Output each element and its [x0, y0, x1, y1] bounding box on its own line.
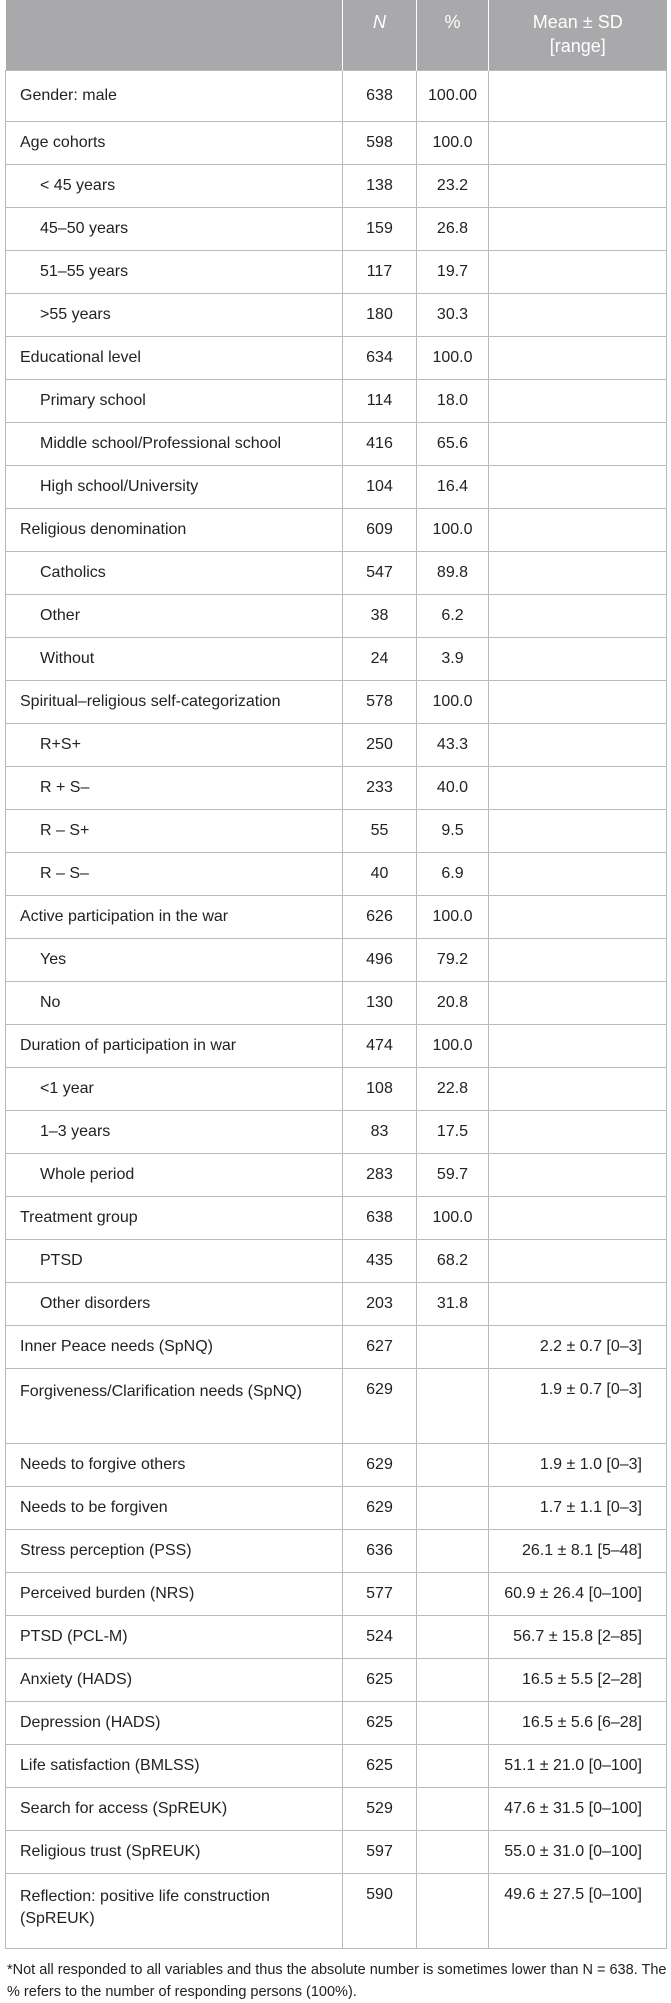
table-row [6, 1326, 667, 1369]
row-mean-sd: 1.9 ± 1.0 [0–3] [489, 1444, 667, 1487]
row-mean-sd: 2.2 ± 0.7 [0–3] [489, 1326, 667, 1369]
row-n: 598 [343, 122, 417, 165]
row-percent: 20.8 [417, 982, 489, 1025]
row-percent: 100.0 [417, 122, 489, 165]
row-n: 159 [343, 208, 417, 251]
row-percent: 18.0 [417, 380, 489, 423]
row-n: 629 [343, 1369, 417, 1444]
row-percent: 100.0 [417, 896, 489, 939]
row-percent: 9.5 [417, 810, 489, 853]
row-label: R+S+ [6, 724, 343, 767]
row-label: Other [6, 595, 343, 638]
row-n: 578 [343, 681, 417, 724]
row-n: 138 [343, 165, 417, 208]
row-mean-sd: 26.1 ± 8.1 [5–48] [489, 1530, 667, 1573]
header-n [343, 0, 417, 71]
row-label: 45–50 years [6, 208, 343, 251]
table-row [6, 1788, 667, 1831]
row-n: 117 [343, 251, 417, 294]
row-percent: 31.8 [417, 1283, 489, 1326]
row-label: Treatment group [6, 1197, 343, 1240]
table-row [6, 1068, 667, 1111]
row-percent: 89.8 [417, 552, 489, 595]
table-row [6, 165, 667, 208]
row-n: 577 [343, 1573, 417, 1616]
row-label: >55 years [6, 294, 343, 337]
row-percent [417, 1831, 489, 1874]
row-label: Needs to be forgiven [6, 1487, 343, 1530]
row-percent: 100.0 [417, 337, 489, 380]
row-label: Spiritual–religious self-categorization [6, 681, 343, 724]
table-row [6, 1111, 667, 1154]
row-label: No [6, 982, 343, 1025]
header-label-column [6, 0, 343, 71]
table-row [6, 595, 667, 638]
table-row [6, 1487, 667, 1530]
row-label: PTSD [6, 1240, 343, 1283]
row-percent [417, 1702, 489, 1745]
table-row [6, 767, 667, 810]
row-label: Depression (HADS) [6, 1702, 343, 1745]
row-label: Age cohorts [6, 122, 343, 165]
row-n: 590 [343, 1874, 417, 1949]
row-n: 597 [343, 1831, 417, 1874]
row-percent: 79.2 [417, 939, 489, 982]
row-mean-sd [489, 165, 667, 208]
header-percent [417, 0, 489, 71]
row-mean-sd [489, 1111, 667, 1154]
row-n: 435 [343, 1240, 417, 1283]
row-label: 51–55 years [6, 251, 343, 294]
row-n: 529 [343, 1788, 417, 1831]
row-mean-sd [489, 71, 667, 122]
row-n: 634 [343, 337, 417, 380]
row-mean-sd: 60.9 ± 26.4 [0–100] [489, 1573, 667, 1616]
row-percent: 40.0 [417, 767, 489, 810]
row-label: Other disorders [6, 1283, 343, 1326]
table-row [6, 294, 667, 337]
row-mean-sd: 47.6 ± 31.5 [0–100] [489, 1788, 667, 1831]
row-n: 83 [343, 1111, 417, 1154]
row-label: Forgiveness/Clarification needs (SpNQ) [6, 1369, 343, 1444]
row-mean-sd [489, 681, 667, 724]
table-row [6, 337, 667, 380]
row-percent [417, 1487, 489, 1530]
header-row [6, 0, 667, 71]
row-mean-sd: 55.0 ± 31.0 [0–100] [489, 1831, 667, 1874]
table-row [6, 1444, 667, 1487]
row-label: R – S– [6, 853, 343, 896]
row-n: 636 [343, 1530, 417, 1573]
row-percent: 6.9 [417, 853, 489, 896]
row-percent [417, 1444, 489, 1487]
row-label: Life satisfaction (BMLSS) [6, 1745, 343, 1788]
table-row [6, 1025, 667, 1068]
row-percent: 30.3 [417, 294, 489, 337]
header-n-text: N [373, 12, 386, 32]
table-row [6, 1283, 667, 1326]
row-label: Educational level [6, 337, 343, 380]
row-n: 233 [343, 767, 417, 810]
row-n: 474 [343, 1025, 417, 1068]
table-row [6, 810, 667, 853]
row-percent: 65.6 [417, 423, 489, 466]
row-n: 38 [343, 595, 417, 638]
table-row [6, 1745, 667, 1788]
row-percent [417, 1573, 489, 1616]
row-n: 625 [343, 1659, 417, 1702]
row-n: 524 [343, 1616, 417, 1659]
row-mean-sd [489, 982, 667, 1025]
row-mean-sd [489, 294, 667, 337]
row-n: 625 [343, 1702, 417, 1745]
row-percent [417, 1616, 489, 1659]
table-row [6, 380, 667, 423]
row-n: 629 [343, 1444, 417, 1487]
row-mean-sd [489, 552, 667, 595]
row-n: 627 [343, 1326, 417, 1369]
row-label: Needs to forgive others [6, 1444, 343, 1487]
row-mean-sd: 1.7 ± 1.1 [0–3] [489, 1487, 667, 1530]
table-row [6, 1616, 667, 1659]
row-n: 609 [343, 509, 417, 552]
row-mean-sd [489, 1283, 667, 1326]
table-row [6, 1831, 667, 1874]
row-mean-sd [489, 1025, 667, 1068]
row-percent [417, 1369, 489, 1444]
table-row [6, 71, 667, 122]
table-footnote: *Not all responded to all variables and thus the absolute number is sometimes lower than N = 638. The % refers to the number of responding persons (100%). [7, 1962, 667, 2000]
header-mean-sd-line2: [range] [549, 36, 606, 56]
row-label: < 45 years [6, 165, 343, 208]
table-row [6, 1369, 667, 1444]
row-label: R + S– [6, 767, 343, 810]
row-label: Search for access (SpREUK) [6, 1788, 343, 1831]
table-row [6, 939, 667, 982]
table-row [6, 552, 667, 595]
row-n: 104 [343, 466, 417, 509]
header-percent-text: % [444, 12, 461, 32]
row-label: Whole period [6, 1154, 343, 1197]
table-row [6, 853, 667, 896]
row-n: 638 [343, 1197, 417, 1240]
row-label: <1 year [6, 1068, 343, 1111]
row-label: Religious trust (SpREUK) [6, 1831, 343, 1874]
row-percent: 100.0 [417, 1197, 489, 1240]
table-row [6, 638, 667, 681]
row-percent: 19.7 [417, 251, 489, 294]
row-mean-sd [489, 423, 667, 466]
row-n: 625 [343, 1745, 417, 1788]
table-row [6, 896, 667, 939]
row-label: Middle school/Professional school [6, 423, 343, 466]
row-n: 547 [343, 552, 417, 595]
row-n: 638 [343, 71, 417, 122]
row-mean-sd [489, 466, 667, 509]
row-label: Stress perception (PSS) [6, 1530, 343, 1573]
row-mean-sd [489, 1154, 667, 1197]
row-percent: 6.2 [417, 595, 489, 638]
row-mean-sd: 51.1 ± 21.0 [0–100] [489, 1745, 667, 1788]
row-percent: 16.4 [417, 466, 489, 509]
row-label: Active participation in the war [6, 896, 343, 939]
row-percent: 68.2 [417, 1240, 489, 1283]
row-n: 626 [343, 896, 417, 939]
row-percent [417, 1788, 489, 1831]
table-row [6, 681, 667, 724]
row-label: Primary school [6, 380, 343, 423]
row-mean-sd [489, 896, 667, 939]
row-n: 108 [343, 1068, 417, 1111]
row-mean-sd [489, 767, 667, 810]
row-n: 629 [343, 1487, 417, 1530]
row-percent [417, 1745, 489, 1788]
row-label: High school/University [6, 466, 343, 509]
row-mean-sd [489, 810, 667, 853]
row-label: Without [6, 638, 343, 681]
row-mean-sd [489, 509, 667, 552]
row-label: 1–3 years [6, 1111, 343, 1154]
row-label: Perceived burden (NRS) [6, 1573, 343, 1616]
row-label: Catholics [6, 552, 343, 595]
row-label: Gender: male [6, 71, 343, 122]
row-percent: 17.5 [417, 1111, 489, 1154]
row-percent: 22.8 [417, 1068, 489, 1111]
row-percent: 100.0 [417, 509, 489, 552]
row-mean-sd [489, 337, 667, 380]
table-row [6, 509, 667, 552]
header-mean-sd [489, 0, 667, 71]
row-mean-sd [489, 595, 667, 638]
row-mean-sd [489, 208, 667, 251]
row-label: Religious denomination [6, 509, 343, 552]
row-mean-sd [489, 939, 667, 982]
row-n: 496 [343, 939, 417, 982]
table-body [6, 71, 667, 1949]
row-mean-sd: 16.5 ± 5.6 [6–28] [489, 1702, 667, 1745]
row-percent: 23.2 [417, 165, 489, 208]
row-mean-sd: 1.9 ± 0.7 [0–3] [489, 1369, 667, 1444]
row-n: 203 [343, 1283, 417, 1326]
header-mean-sd-line1: Mean ± SD [532, 12, 623, 32]
table-row [6, 1197, 667, 1240]
row-percent: 100.0 [417, 681, 489, 724]
row-percent: 100.0 [417, 1025, 489, 1068]
table-row [6, 1874, 667, 1949]
row-percent [417, 1874, 489, 1949]
row-mean-sd [489, 638, 667, 681]
row-mean-sd [489, 1240, 667, 1283]
demographics-table [5, 0, 667, 1949]
table-row [6, 1659, 667, 1702]
row-label: R – S+ [6, 810, 343, 853]
row-label: PTSD (PCL-M) [6, 1616, 343, 1659]
table-row [6, 466, 667, 509]
row-n: 180 [343, 294, 417, 337]
row-label: Reflection: positive life construction (SpREUK) [6, 1874, 343, 1949]
table-row [6, 1530, 667, 1573]
row-n: 130 [343, 982, 417, 1025]
row-mean-sd [489, 724, 667, 767]
row-n: 250 [343, 724, 417, 767]
row-mean-sd [489, 122, 667, 165]
row-n: 114 [343, 380, 417, 423]
table-row [6, 724, 667, 767]
row-label: Anxiety (HADS) [6, 1659, 343, 1702]
row-mean-sd [489, 1068, 667, 1111]
table-row [6, 423, 667, 466]
row-mean-sd [489, 1197, 667, 1240]
row-label: Inner Peace needs (SpNQ) [6, 1326, 343, 1369]
row-percent [417, 1659, 489, 1702]
row-mean-sd [489, 853, 667, 896]
table-row [6, 122, 667, 165]
row-percent: 3.9 [417, 638, 489, 681]
table-row [6, 1702, 667, 1745]
row-percent: 43.3 [417, 724, 489, 767]
row-n: 24 [343, 638, 417, 681]
row-label: Duration of participation in war [6, 1025, 343, 1068]
row-mean-sd [489, 251, 667, 294]
row-n: 55 [343, 810, 417, 853]
row-percent: 59.7 [417, 1154, 489, 1197]
row-mean-sd: 56.7 ± 15.8 [2–85] [489, 1616, 667, 1659]
table-header [6, 0, 667, 71]
row-mean-sd: 49.6 ± 27.5 [0–100] [489, 1874, 667, 1949]
table-row [6, 251, 667, 294]
row-n: 40 [343, 853, 417, 896]
row-n: 283 [343, 1154, 417, 1197]
row-label: Yes [6, 939, 343, 982]
row-percent: 26.8 [417, 208, 489, 251]
row-mean-sd: 16.5 ± 5.5 [2–28] [489, 1659, 667, 1702]
table-row [6, 1573, 667, 1616]
row-percent [417, 1530, 489, 1573]
row-mean-sd [489, 380, 667, 423]
table-row [6, 208, 667, 251]
row-percent: 100.00 [417, 71, 489, 122]
row-percent [417, 1326, 489, 1369]
table-row [6, 1154, 667, 1197]
row-n: 416 [343, 423, 417, 466]
table-row [6, 1240, 667, 1283]
table-row [6, 982, 667, 1025]
